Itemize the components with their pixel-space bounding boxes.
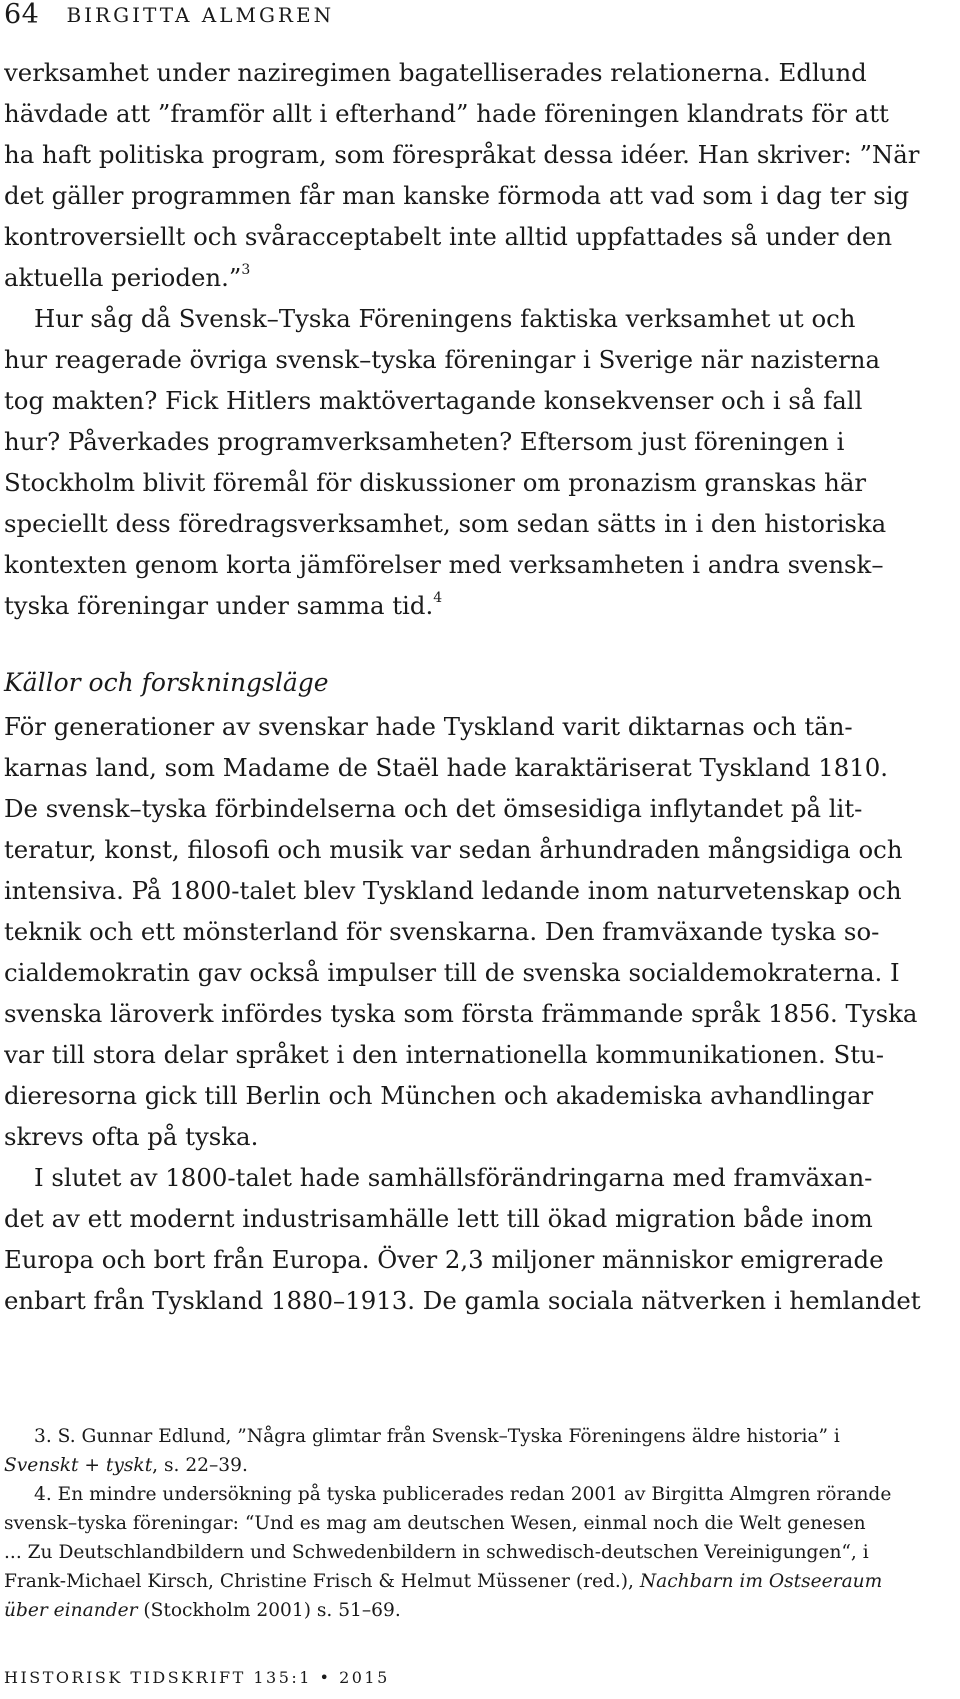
- section-heading: Källor och forskningsläge: [4, 668, 329, 697]
- text-line: hävdade att ”framför allt i efterhand” hade föreningen klandrats för att: [4, 99, 889, 128]
- text-line: hur? Påverkades programverksamheten? Eftersom just föreningen i: [4, 427, 845, 456]
- text-line: var till stora delar språket i den internationella kommunikationen. Stu-: [4, 1040, 884, 1069]
- footnote-4-line: [4, 1596, 952, 1625]
- text-line: [4, 257, 952, 298]
- text-line: För generationer av svenskar hade Tyskland varit diktarnas och tän-: [4, 712, 853, 741]
- footnote-4-title-cont: über einander: [4, 1600, 138, 1621]
- text-line: enbart från Tyskland 1880–1913. De gamla sociala nätverken i hemlandet: [4, 1286, 921, 1315]
- running-author: BIRGITTA ALMGREN: [66, 3, 335, 27]
- text-line: karnas land, som Madame de Staël hade karaktäriserat Tyskland 1810.: [4, 753, 889, 782]
- text-line: verksamhet under naziregimen bagatelliserades relationerna. Edlund: [4, 58, 867, 87]
- footnote-4-line: [4, 1567, 952, 1596]
- text-line: I slutet av 1800-talet hade samhällsförändringarna med framväxan-: [34, 1163, 873, 1192]
- text-line: Stockholm blivit föremål för diskussioner om pronazism granskas här: [4, 468, 867, 497]
- footnote-3-title: Svenskt + tyskt: [4, 1455, 153, 1476]
- text-line: [4, 585, 952, 626]
- footnote-4-pages: (Stockholm 2001) s. 51–69.: [137, 1600, 401, 1621]
- text-line: skrevs ofta på tyska.: [4, 1122, 259, 1151]
- footnote-4-line: svensk–tyska föreningar: “Und es mag am deutschen Wesen, einmal noch die Welt genesen: [4, 1513, 866, 1534]
- text-line: Hur såg då Svensk–Tyska Föreningens faktiska verksamhet ut och: [34, 304, 856, 333]
- footnote-4-line: ... Zu Deutschlandbildern und Schwedenbildern in schwedisch-deutschen Vereinigungen“, i: [4, 1542, 869, 1563]
- text-line: Europa och bort från Europa. Över 2,3 miljoner människor emigrerade: [4, 1245, 884, 1274]
- text-line: det av ett modernt industrisamhälle lett till ökad migration både inom: [4, 1204, 873, 1233]
- text-line: teratur, konst, filosofi och musik var sedan århundraden mångsidiga och: [4, 835, 903, 864]
- journal-footer: HISTORISK TIDSKRIFT 135:1 • 2015: [4, 1668, 390, 1687]
- text-line: cialdemokratin gav också impulser till de svenska socialdemokraterna. I: [4, 958, 900, 987]
- text-line: tog makten? Fick Hitlers maktövertagande konsekvenser och i så fall: [4, 386, 863, 415]
- text-fragment: aktuella perioden.”: [4, 263, 242, 292]
- text-fragment: tyska föreningar under samma tid.: [4, 591, 434, 620]
- text-line: kontexten genom korta jämförelser med verksamheten i andra svensk–: [4, 550, 884, 579]
- text-line: speciellt dess föredragsverksamhet, som sedan sätts in i den historiska: [4, 509, 887, 538]
- footnote-3-line: 3. S. Gunnar Edlund, ”Några glimtar från Svensk–Tyska Föreningens äldre historia” i: [34, 1426, 840, 1447]
- text-line: ha haft politiska program, som förespråkat dessa idéer. Han skriver: ”När: [4, 140, 920, 169]
- footnote-ref-4: 4: [433, 590, 443, 606]
- text-line: kontroversiellt och svåracceptabelt inte alltid uppfattades så under den: [4, 222, 893, 251]
- footnotes: [4, 1422, 952, 1625]
- text-line: hur reagerade övriga svensk–tyska föreningar i Sverige när nazisterna: [4, 345, 881, 374]
- text-line: dieresorna gick till Berlin och München och akademiska avhandlingar: [4, 1081, 874, 1110]
- text-line: svenska läroverk infördes tyska som första främmande språk 1856. Tyska: [4, 999, 918, 1028]
- footnote-4-authors: Frank-Michael Kirsch, Christine Frisch & Helmut Müssener (red.),: [4, 1571, 640, 1592]
- footnote-3-pages: , s. 22–39.: [152, 1455, 248, 1476]
- text-line: De svensk–tyska förbindelserna och det ömsesidiga inflytandet på lit-: [4, 794, 863, 823]
- footnote-3-line: [4, 1451, 952, 1480]
- footnote-ref-3: 3: [241, 262, 251, 278]
- footnote-4-title: Nachbarn im Ostseeraum: [639, 1571, 883, 1592]
- section-spacer: [4, 626, 952, 660]
- text-line: det gäller programmen får man kanske förmoda att vad som i dag ter sig: [4, 181, 910, 210]
- text-line: teknik och ett mönsterland för svenskarna. Den framväxande tyska so-: [4, 917, 880, 946]
- body-text: [4, 52, 952, 1321]
- running-header: [4, 0, 334, 34]
- text-line: intensiva. På 1800-talet blev Tyskland ledande inom naturvetenskap och: [4, 876, 902, 905]
- footnote-4-line: 4. En mindre undersökning på tyska publicerades redan 2001 av Birgitta Almgren rörande: [34, 1484, 892, 1505]
- page-number: 64: [4, 0, 40, 30]
